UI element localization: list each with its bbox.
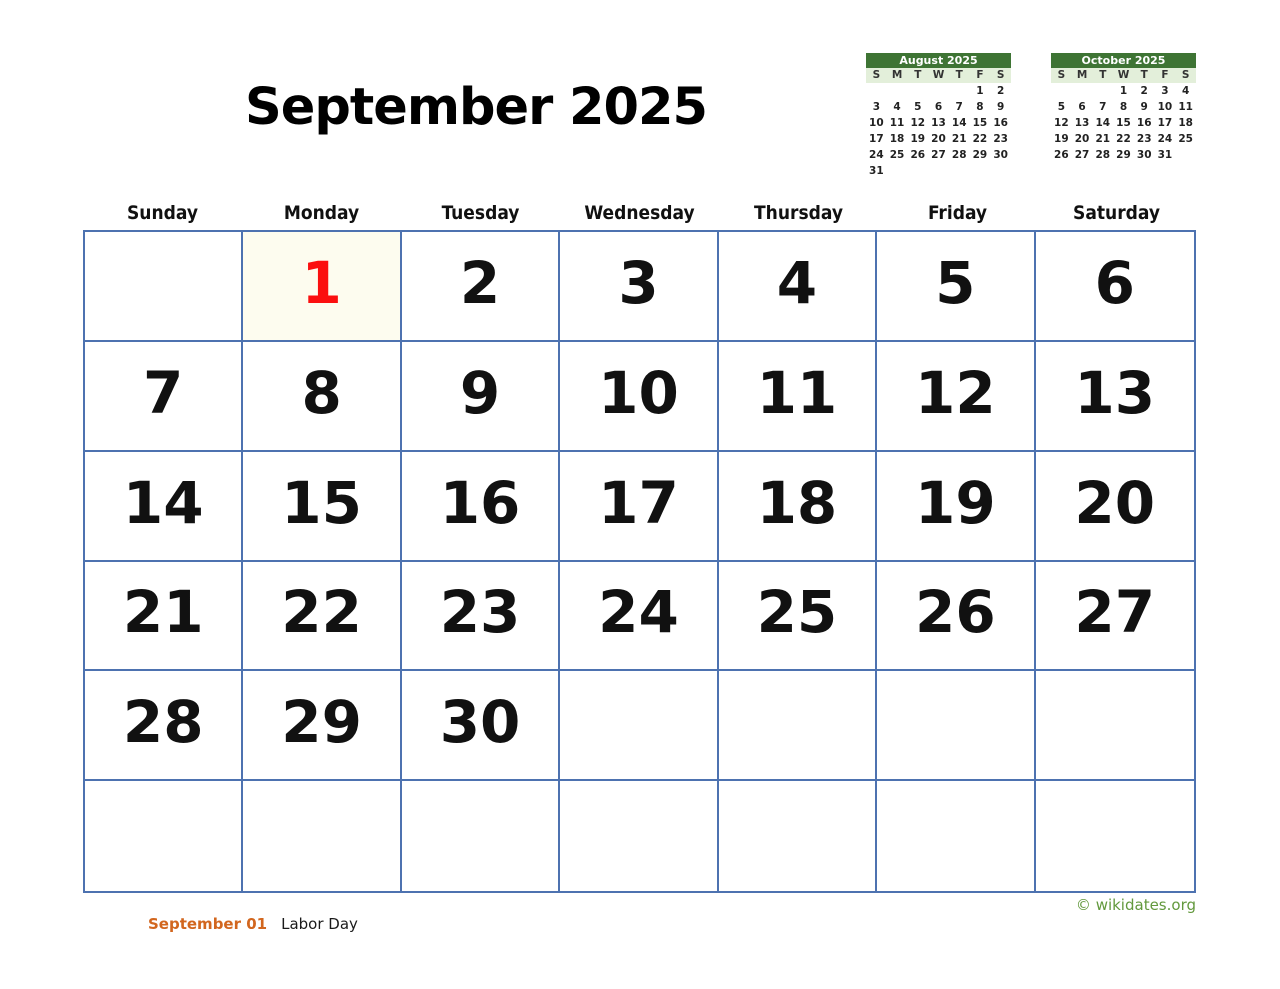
mini-day-cell: 11 (889, 117, 905, 129)
mini-empty-cell (928, 83, 949, 99)
weekday-header-thursday: Thursday (754, 202, 843, 224)
day-number: 12 (914, 358, 996, 427)
mini-day-cell: 13 (1074, 117, 1090, 129)
mini-day-cell: 19 (1054, 133, 1069, 145)
mini-empty-cell (1175, 147, 1196, 163)
mini-day-cell: 7 (1099, 101, 1107, 113)
empty-day-cell (243, 781, 401, 891)
empty-day-cell (560, 781, 718, 891)
day-number: 9 (459, 358, 501, 427)
day-cell-8 (243, 342, 401, 452)
day-number: 20 (1074, 468, 1156, 537)
mini-day-cell: 26 (910, 149, 926, 161)
mini-empty-cell (887, 163, 908, 179)
mini-weekday-label: M (1072, 68, 1093, 83)
mini-day-cell: 14 (1095, 117, 1111, 129)
day-cell-18 (719, 452, 877, 562)
mini-calendar-october (1051, 53, 1196, 163)
day-number: 29 (281, 688, 362, 757)
mini-empty-cell (990, 163, 1011, 179)
mini-weekday-label: S (1051, 68, 1072, 83)
day-cell-26 (877, 562, 1035, 672)
weekday-header-monday: Monday (283, 202, 360, 224)
mini-day-cell: 17 (869, 133, 884, 145)
mini-day-cell: 18 (889, 133, 905, 145)
mini-day-cell: 6 (934, 101, 943, 113)
mini-day-cell: 9 (996, 101, 1005, 113)
mini-empty-cell (887, 83, 908, 99)
empty-day-cell (877, 781, 1035, 891)
day-number: 19 (914, 468, 996, 537)
day-number: 2 (459, 248, 501, 317)
day-number: 4 (776, 248, 818, 317)
page-title: September 2025 (245, 78, 707, 137)
mini-empty-cell (1051, 83, 1072, 99)
mini-day-cell: 5 (1057, 101, 1065, 113)
day-cell-15 (243, 452, 401, 562)
mini-empty-cell (1092, 83, 1113, 99)
mini-day-cell: 10 (1157, 101, 1173, 113)
holiday-name-label: Labor Day (281, 915, 358, 933)
mini-day-cell: 2 (996, 85, 1005, 97)
day-cell-14 (85, 452, 243, 562)
mini-empty-cell (1072, 83, 1093, 99)
mini-day-cell: 13 (931, 117, 946, 129)
day-number: 1 (301, 248, 342, 317)
day-number: 6 (1094, 248, 1135, 317)
day-number: 11 (756, 358, 838, 427)
mini-day-cell: 29 (1116, 149, 1131, 161)
day-number: 28 (122, 688, 204, 757)
day-cell-23 (402, 562, 560, 672)
mini-day-cell: 22 (1116, 133, 1131, 145)
day-number: 21 (122, 578, 204, 647)
mini-day-cell: 11 (1178, 101, 1193, 113)
mini-weekday-label: W (1113, 68, 1134, 83)
mini-day-cell: 21 (951, 133, 967, 145)
mini-day-cell: 19 (910, 133, 926, 145)
day-cell-29 (243, 671, 401, 781)
mini-day-cell: 4 (1181, 85, 1190, 97)
day-cell-5 (877, 232, 1035, 342)
mini-day-cell: 29 (972, 149, 988, 161)
day-cell-28 (85, 671, 243, 781)
day-cell-6 (1036, 232, 1194, 342)
mini-day-cell: 20 (931, 133, 946, 145)
mini-day-cell: 23 (1136, 133, 1152, 145)
mini-day-cell: 31 (869, 165, 884, 177)
mini-day-cell: 28 (1095, 149, 1111, 161)
mini-weekday-label: S (866, 68, 887, 83)
empty-day-cell (1036, 671, 1194, 781)
weekday-header-row (83, 201, 1196, 229)
empty-day-cell (85, 232, 243, 342)
weekday-header-friday: Friday (927, 202, 988, 224)
mini-day-cell: 31 (1157, 149, 1173, 161)
day-number: 17 (598, 468, 679, 537)
mini-weekday-label: M (887, 68, 908, 83)
mini-empty-cell (866, 83, 887, 99)
day-number: 8 (301, 358, 342, 427)
day-number: 30 (439, 688, 521, 757)
day-cell-4 (719, 232, 877, 342)
holiday-legend (148, 915, 358, 933)
mini-empty-cell (907, 83, 928, 99)
mini-day-cell: 10 (869, 117, 884, 129)
day-cell-10 (560, 342, 718, 452)
mini-day-cell: 8 (1119, 101, 1128, 113)
day-cell-12 (877, 342, 1035, 452)
weekday-header-wednesday: Wednesday (584, 202, 695, 224)
day-cell-25 (719, 562, 877, 672)
mini-calendar-august-grid (866, 68, 1011, 179)
mini-day-cell: 23 (993, 133, 1008, 145)
day-cell-27 (1036, 562, 1194, 672)
mini-day-cell: 20 (1074, 133, 1090, 145)
day-number: 5 (935, 248, 976, 317)
mini-day-cell: 27 (931, 149, 946, 161)
day-cell-21 (85, 562, 243, 672)
mini-day-cell: 4 (893, 101, 901, 113)
mini-day-cell: 22 (972, 133, 988, 145)
mini-day-cell: 6 (1078, 101, 1086, 113)
mini-day-cell: 12 (910, 117, 926, 129)
day-number: 27 (1074, 578, 1156, 647)
mini-empty-cell (949, 83, 970, 99)
mini-day-cell: 1 (976, 85, 984, 97)
empty-day-cell (719, 781, 877, 891)
mini-day-cell: 28 (951, 149, 967, 161)
mini-weekday-label: T (1092, 68, 1113, 83)
mini-weekday-label: S (990, 68, 1011, 83)
empty-day-cell (85, 781, 243, 891)
mini-weekday-label: F (970, 68, 991, 83)
day-cell-9 (402, 342, 560, 452)
empty-day-cell (1036, 781, 1194, 891)
day-cell-1 (243, 232, 401, 342)
mini-calendar-october-title[interactable]: October 2025 (1051, 53, 1196, 68)
mini-day-cell: 15 (1116, 117, 1131, 129)
mini-day-cell: 8 (976, 101, 984, 113)
mini-day-cell: 16 (993, 117, 1008, 129)
day-cell-2 (402, 232, 560, 342)
mini-day-cell: 12 (1054, 117, 1069, 129)
mini-day-cell: 24 (1157, 133, 1173, 145)
day-number: 22 (281, 578, 362, 647)
mini-day-cell: 15 (972, 117, 988, 129)
mini-day-cell: 3 (1161, 85, 1169, 97)
mini-day-cell: 30 (1136, 149, 1152, 161)
weekday-header-sunday: Sunday (127, 202, 198, 224)
mini-day-cell: 7 (955, 101, 963, 113)
day-number: 3 (618, 248, 659, 317)
day-number: 24 (598, 578, 679, 647)
mini-day-cell: 18 (1178, 117, 1193, 129)
mini-weekday-label: T (949, 68, 970, 83)
day-number: 10 (598, 358, 679, 427)
mini-weekday-label: T (1134, 68, 1155, 83)
day-cell-24 (560, 562, 718, 672)
day-cell-22 (243, 562, 401, 672)
mini-weekday-label: F (1155, 68, 1176, 83)
mini-day-cell: 5 (914, 101, 922, 113)
mini-weekday-label: W (928, 68, 949, 83)
mini-day-cell: 17 (1157, 117, 1173, 129)
day-cell-3 (560, 232, 718, 342)
day-cell-30 (402, 671, 560, 781)
holiday-date-label: September 01 (148, 915, 268, 933)
day-number: 16 (439, 468, 521, 537)
mini-weekday-label: T (907, 68, 928, 83)
day-number: 18 (756, 468, 838, 537)
mini-day-cell: 2 (1140, 85, 1148, 97)
mini-day-cell: 24 (869, 149, 884, 161)
mini-empty-cell (907, 163, 928, 179)
empty-day-cell (402, 781, 560, 891)
mini-day-cell: 25 (889, 149, 905, 161)
empty-day-cell (560, 671, 718, 781)
mini-calendar-october-grid (1051, 68, 1196, 163)
mini-weekday-label: S (1175, 68, 1196, 83)
mini-day-cell: 1 (1119, 85, 1128, 97)
mini-empty-cell (970, 163, 991, 179)
mini-calendar-august (866, 53, 1011, 179)
empty-day-cell (719, 671, 877, 781)
copyright-link[interactable]: © wikidates.org (1075, 896, 1196, 914)
mini-day-cell: 25 (1178, 133, 1193, 145)
day-cell-17 (560, 452, 718, 562)
empty-day-cell (877, 671, 1035, 781)
day-cell-11 (719, 342, 877, 452)
day-cell-19 (877, 452, 1035, 562)
mini-day-cell: 16 (1136, 117, 1152, 129)
main-calendar-grid (83, 230, 1196, 893)
day-number: 26 (914, 578, 996, 647)
mini-day-cell: 26 (1054, 149, 1069, 161)
day-number: 15 (281, 468, 362, 537)
mini-day-cell: 9 (1140, 101, 1148, 113)
day-cell-16 (402, 452, 560, 562)
mini-day-cell: 14 (951, 117, 967, 129)
day-number: 7 (143, 358, 184, 427)
mini-calendar-august-title[interactable]: August 2025 (866, 53, 1011, 68)
day-number: 13 (1074, 358, 1156, 427)
mini-empty-cell (949, 163, 970, 179)
weekday-header-saturday: Saturday (1073, 202, 1160, 224)
day-cell-13 (1036, 342, 1194, 452)
mini-day-cell: 3 (872, 101, 880, 113)
mini-empty-cell (928, 163, 949, 179)
weekday-header-tuesday: Tuesday (441, 202, 520, 224)
mini-day-cell: 21 (1095, 133, 1111, 145)
day-cell-7 (85, 342, 243, 452)
day-cell-20 (1036, 452, 1194, 562)
day-number: 25 (756, 578, 838, 647)
mini-day-cell: 30 (993, 149, 1008, 161)
day-number: 23 (439, 578, 521, 647)
day-number: 14 (122, 468, 204, 537)
mini-day-cell: 27 (1074, 149, 1090, 161)
